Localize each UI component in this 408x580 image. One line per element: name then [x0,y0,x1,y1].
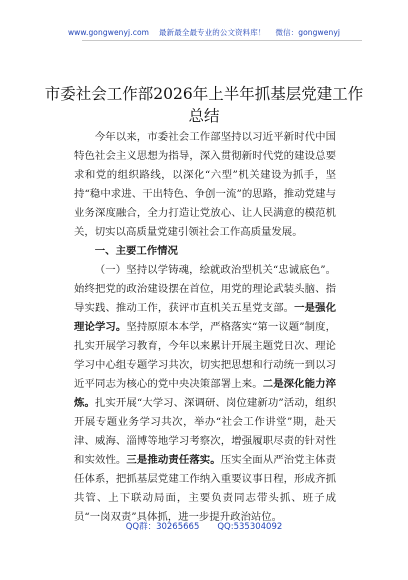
point-heading: 一是强化理论学习。 [74,302,336,333]
wechat-id: 微信：gongwenyj [275,28,341,37]
subsection-paragraph [74,261,336,527]
site-header [0,27,408,38]
intro-paragraph: 今年以来，市委社会工作部坚持以习近平新时代中国特色社会主义思想为指导，深入贯彻新时代党的建设总要求和党的组织路线，以深化“六型”机关建设为抓手，坚持“稳中求进、干出特色、争创一流”的思路，推动党建与业务深度融合，全力打造让党放心、让人民满意的模范机关，切实以高质量党建引领社会工作高质量发展。 [74,131,336,238]
header-divider [82,40,362,41]
site-slogan: 最新最全最专业的公文资料库！ [159,28,266,37]
document-body [74,128,336,527]
qq-group: QQ群：30265665 [125,522,200,532]
site-url[interactable]: www.gongwenyj.com [67,28,150,37]
subsection-lead: （一）坚持以学铸魂，绘就政治型机关“忠诚底色”。 [94,264,336,276]
point-text: 压实全面从严治党主体责任体系，把抓基层党建工作纳入重要议事日程，形成齐抓共管、上下联动局面，主要负责同志带头抓、班子成员“一岗双责”具体抓，进一步提升政治站位。 [74,454,337,523]
point-heading: 三是推动责任落实。 [126,454,221,466]
document-title: 市委社会工作部2026年上半年抓基层党建工作总结 [44,85,364,125]
subsection-text: 始终把党的政治建设摆在首位，用党的理论武装头脑、指导实践、推动工作，获评市直机关五星党支部。 [74,283,336,314]
qq-number: QQ:535304092 [217,522,283,532]
point-heading: 二是深化能力淬炼。 [74,378,337,409]
point-text: 坚持原原本本学，严格落实“第一议题”制度，扎实开展学习教育，今年以来累计开展主题党日次、理论学习中心组专题学习共次，切实把思想和行动统一到以习近平同志为核心的党中央决策部署上来。 [74,321,337,390]
section-heading: 一、主要工作情况 [94,245,178,257]
point-text: 扎实开展“大学习、深调研、岗位建新功”活动，组织开展专题业务学习共次，举办“社会工作讲堂”期，赴天津、威海、淄博等地学习考察次，增强履职尽责的针对性和实效性。 [74,397,337,466]
site-footer [0,520,408,532]
